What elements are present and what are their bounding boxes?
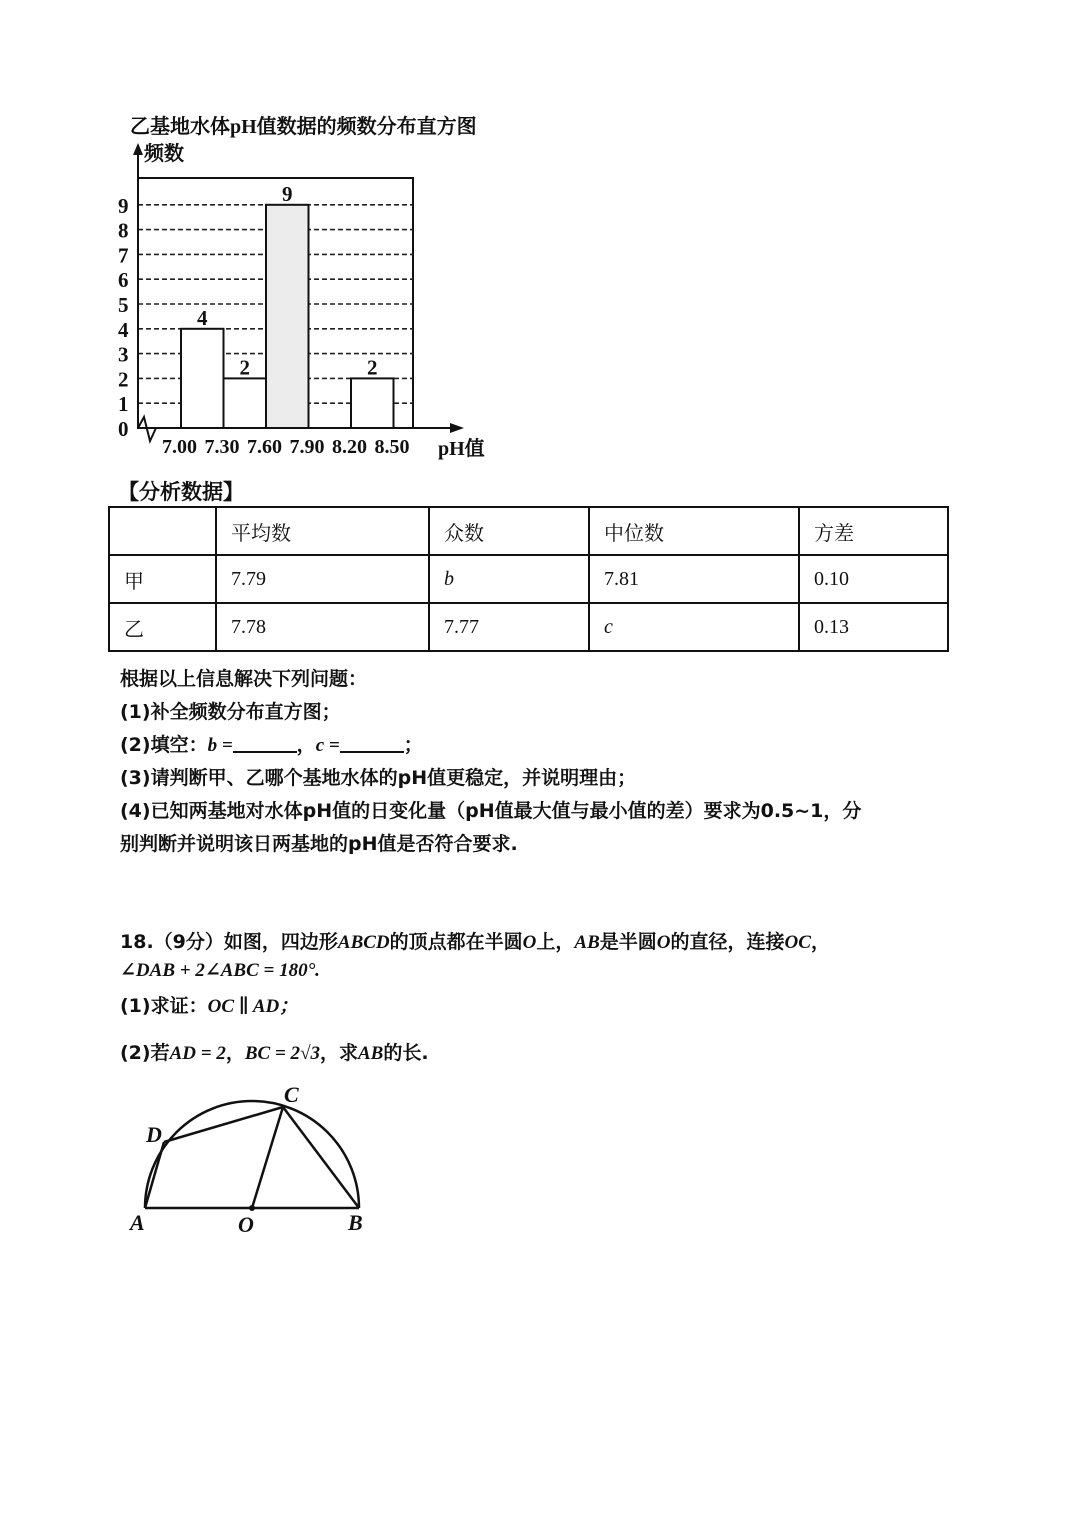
histogram-chart xyxy=(100,105,520,465)
header-cell: 中位数 xyxy=(589,507,799,555)
question-3: (3)请判断甲、乙哪个基地水体的pH值更稳定，并说明理由； xyxy=(120,767,637,789)
x-tick-label: 7.00 xyxy=(162,436,197,458)
histogram-bar xyxy=(266,205,309,428)
x-axis-arrow xyxy=(450,423,464,433)
math-ab: AB xyxy=(574,932,600,953)
y-tick-label: 6 xyxy=(118,268,129,293)
y-tick-label: 9 xyxy=(118,193,129,218)
text: ， xyxy=(225,1042,245,1064)
problem-number: 18.（9分） xyxy=(120,931,224,953)
y-tick-label: 8 xyxy=(118,218,129,243)
x-tick-label: 8.50 xyxy=(374,436,410,458)
analysis-table xyxy=(108,506,949,652)
y-axis-arrow xyxy=(133,143,143,155)
text: ，求 xyxy=(319,1042,358,1064)
semicircle-figure xyxy=(120,1080,380,1240)
part-label: (1)求证： xyxy=(120,995,208,1017)
bar-value-label: 2 xyxy=(239,355,250,380)
math-ad: AD = 2 xyxy=(169,1043,226,1064)
table-cell: 7.79 xyxy=(216,555,429,603)
analysis-title: 【分析数据】 xyxy=(118,479,244,504)
text: 是半圆 xyxy=(599,931,657,953)
math-ab: AB xyxy=(357,1043,384,1064)
center-point xyxy=(249,1205,255,1211)
bar-value-label: 2 xyxy=(367,355,378,380)
text: ， xyxy=(810,931,830,953)
text: 如图，四边形 xyxy=(223,931,338,953)
table-cell: 7.78 xyxy=(216,603,429,651)
table-cell: 乙 xyxy=(109,603,216,651)
problem-18-condition: ∠DAB + 2∠ABC = 180°. xyxy=(120,960,320,981)
header-cell: 众数 xyxy=(429,507,589,555)
x-tick-label: 7.90 xyxy=(289,436,325,458)
histogram-bar xyxy=(224,378,267,428)
q2-separator: ， xyxy=(296,734,316,756)
table-cell: 7.81 xyxy=(589,555,799,603)
bar-value-label: 9 xyxy=(282,181,293,206)
label-b: B xyxy=(348,1210,363,1235)
table-cell: c xyxy=(589,603,799,651)
y-tick-label: 7 xyxy=(118,243,129,268)
q2-prefix: (2)填空： xyxy=(120,734,208,756)
table-row xyxy=(109,603,948,651)
problem-18-statement xyxy=(120,927,830,954)
x-tick-label: 7.30 xyxy=(204,436,240,458)
header-cell: 平均数 xyxy=(216,507,429,555)
math-oc: OC xyxy=(784,932,811,953)
bar-value-label: 4 xyxy=(197,305,208,330)
text: 上， xyxy=(536,931,575,953)
segment-ad xyxy=(145,1142,164,1208)
y-tick-label: 0 xyxy=(118,417,129,441)
question-4-line-1: (4)已知两基地对水体pH值的日变化量（pH值最大值与最小值的差）要求为0.5~1，分 xyxy=(120,800,862,822)
q2-end: ； xyxy=(403,734,423,756)
math-expression: OC ∥ AD； xyxy=(207,996,299,1017)
x-tick-label: 7.60 xyxy=(247,436,282,458)
table-header-row xyxy=(109,507,948,555)
label-o: O xyxy=(238,1212,254,1237)
x-axis-label: pH值 xyxy=(438,438,485,460)
q2-c-label: c = xyxy=(315,735,340,756)
math-abcd: ABCD xyxy=(337,932,390,953)
question-4-line-2: 别判断并说明该日两基地的pH值是否符合要求. xyxy=(120,833,518,855)
question-2 xyxy=(120,730,423,757)
table-cell: 0.10 xyxy=(799,555,948,603)
table-row xyxy=(109,555,948,603)
y-axis-label: 频数 xyxy=(144,143,184,165)
y-tick-label: 2 xyxy=(118,367,129,392)
math-bc: BC = 2√3 xyxy=(244,1043,320,1064)
math-o: O xyxy=(522,932,537,953)
questions-intro: 根据以上信息解决下列问题： xyxy=(120,668,368,690)
y-tick-label: 5 xyxy=(118,293,129,317)
problem-18-part-2 xyxy=(120,1038,429,1065)
segment-dc xyxy=(164,1107,283,1142)
histogram-bar xyxy=(351,378,394,428)
segment-oc xyxy=(252,1107,283,1208)
answer-blank-b[interactable] xyxy=(233,735,297,753)
part-label: (2)若 xyxy=(120,1042,170,1064)
table-cell: b xyxy=(429,555,589,603)
math-o: O xyxy=(656,932,671,953)
table-cell: 0.13 xyxy=(799,603,948,651)
label-c: C xyxy=(284,1082,299,1107)
chart-title: 乙基地水体pH值数据的频数分布直方图 xyxy=(130,116,477,138)
label-a: A xyxy=(130,1210,145,1235)
table-cell: 甲 xyxy=(109,555,216,603)
x-tick-label: 8.20 xyxy=(332,436,367,458)
text: 的长. xyxy=(383,1042,429,1064)
text: 的顶点都在半圆 xyxy=(389,931,523,953)
y-tick-label: 4 xyxy=(118,317,129,342)
y-tick-label: 1 xyxy=(118,392,129,417)
y-tick-label: 3 xyxy=(118,342,129,367)
label-d: D xyxy=(146,1122,162,1147)
problem-18-part-1 xyxy=(120,991,298,1018)
answer-blank-c[interactable] xyxy=(340,735,404,753)
histogram-bar xyxy=(181,329,224,428)
text: 的直径，连接 xyxy=(670,931,785,953)
question-1: (1)补全频数分布直方图； xyxy=(120,701,341,723)
table-cell: 7.77 xyxy=(429,603,589,651)
header-cell: 方差 xyxy=(799,507,948,555)
q2-b-label: b = xyxy=(207,735,233,756)
header-cell xyxy=(109,507,216,555)
